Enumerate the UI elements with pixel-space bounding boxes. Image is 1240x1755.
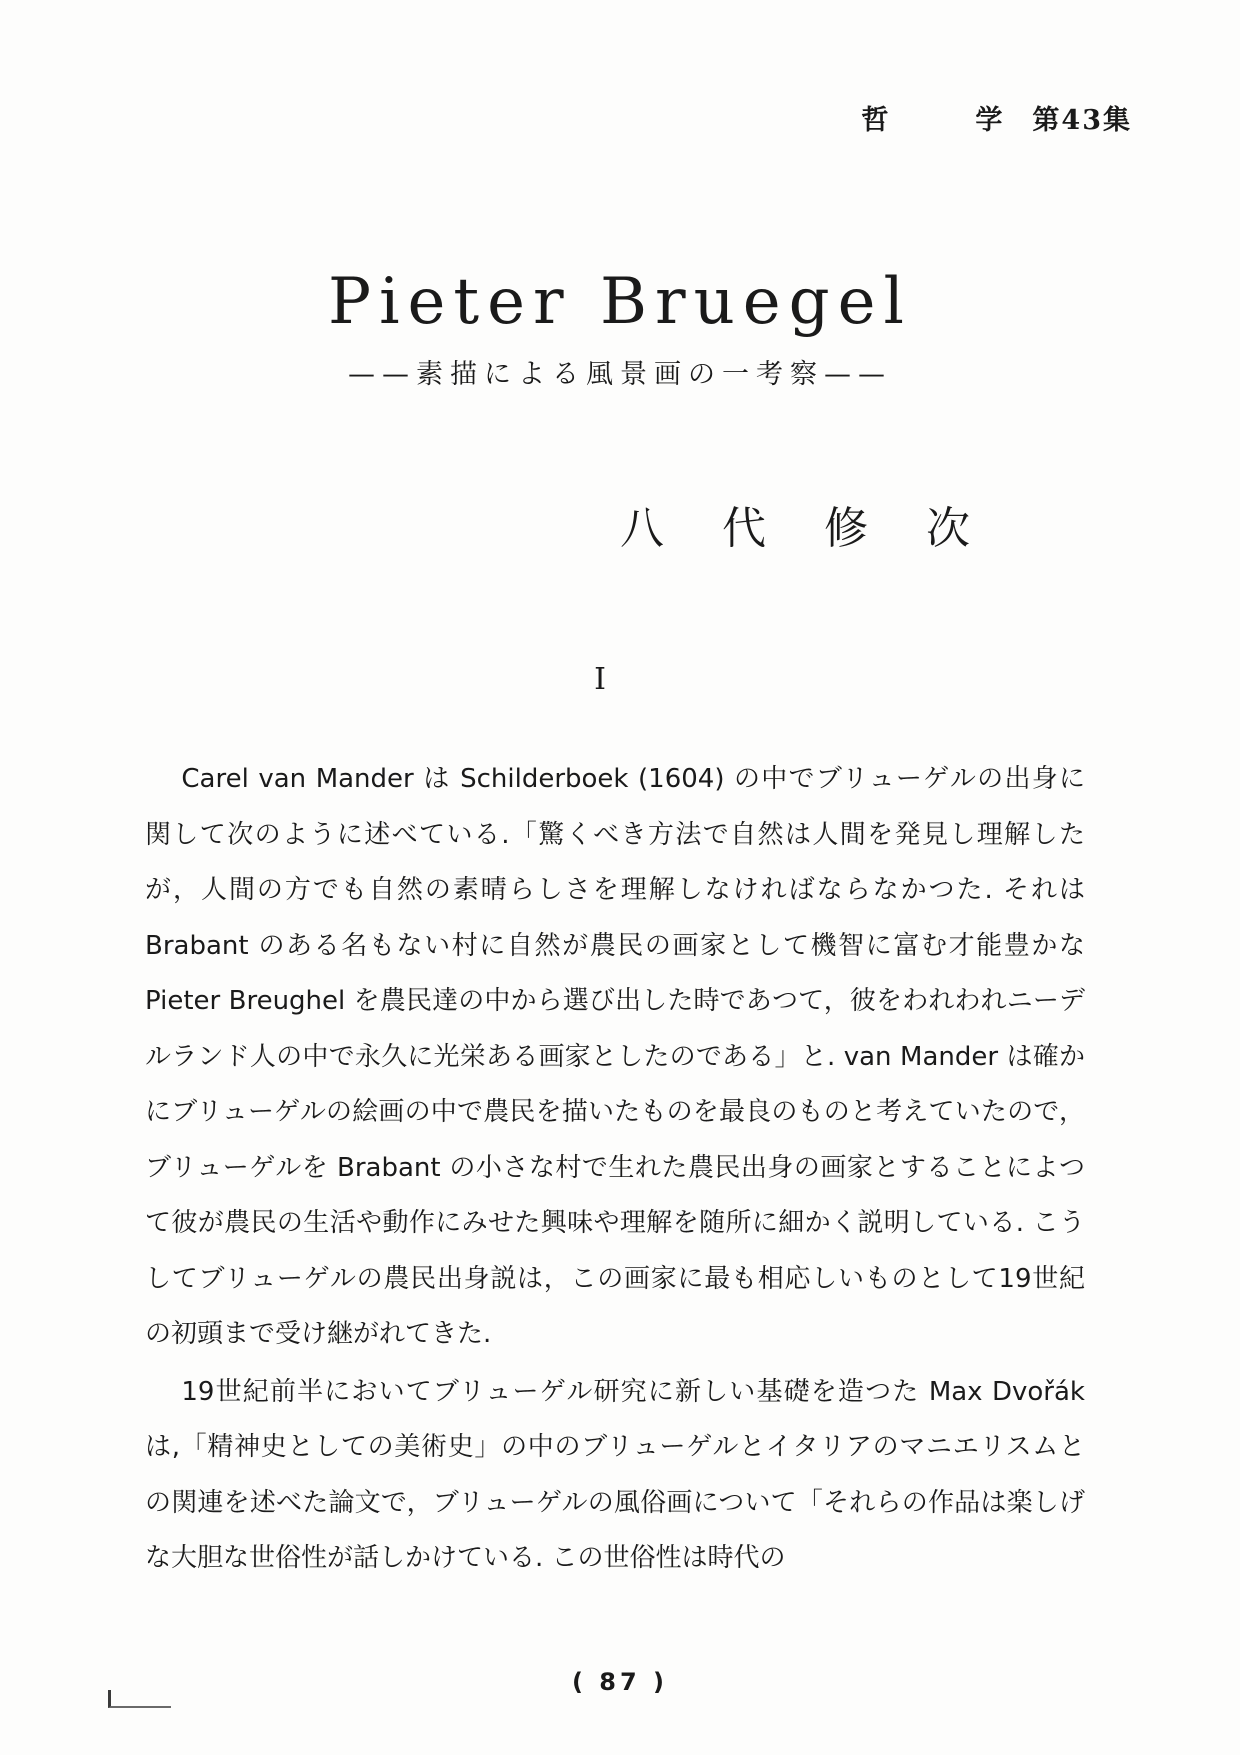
scan-artifact	[108, 1690, 171, 1708]
page-number: ( 87 )	[571, 1668, 669, 1696]
running-head	[861, 98, 1132, 137]
journal-name: 哲 学	[861, 105, 1033, 136]
author-name: 八代修次	[620, 503, 1028, 554]
article-title: Pieter Bruegel	[328, 264, 912, 339]
body-text	[145, 752, 1085, 1587]
paragraph: Carel van Mander は Schilderboek (1604) の中でブリューゲルの出身に関して次のように述べている.「驚くべき方法で自然は人間を発見し理解したが，人間の方でも自然の素晴らしさを理解しなければならなかつた. それは Brabant のある名もない村に自然が農民の画家として機智に富む才能豊かな Pieter Breughel を農民達の中から選び出した時であつて，彼をわれわれニーデルランド人の中で永久に光栄ある画家としたのである」と. van Mander は確かにブリューゲルの絵画の中で農民を描いたものを最良のものと考えていたので，ブリューゲルを Brabant の小さな村で生れた農民出身の画家とすることによつて彼が農民の生活や動作にみせた興味や理解を随所に細かく説明している. こうしてブリューゲルの農民出身説は，この画家に最も相応しいものとして19世紀の初頭まで受け継がれてきた.	[145, 764, 1085, 1349]
section-heading: I	[594, 662, 606, 697]
journal-volume: 第43集	[1032, 105, 1132, 136]
paragraph: 19世紀前半においてブリューゲル研究に新しい基礎を造つた Max Dvořák は,「精神史としての美術史」の中のブリューゲルとイタリアのマニエリスムとの関連を述べた論文で，ブリューゲルの風俗画について「それらの作品は楽しげな大胆な世俗性が話しかけている. この世俗性は時代の	[145, 1376, 1085, 1573]
article-subtitle: ——素描による風景画の一考察——	[348, 359, 892, 390]
